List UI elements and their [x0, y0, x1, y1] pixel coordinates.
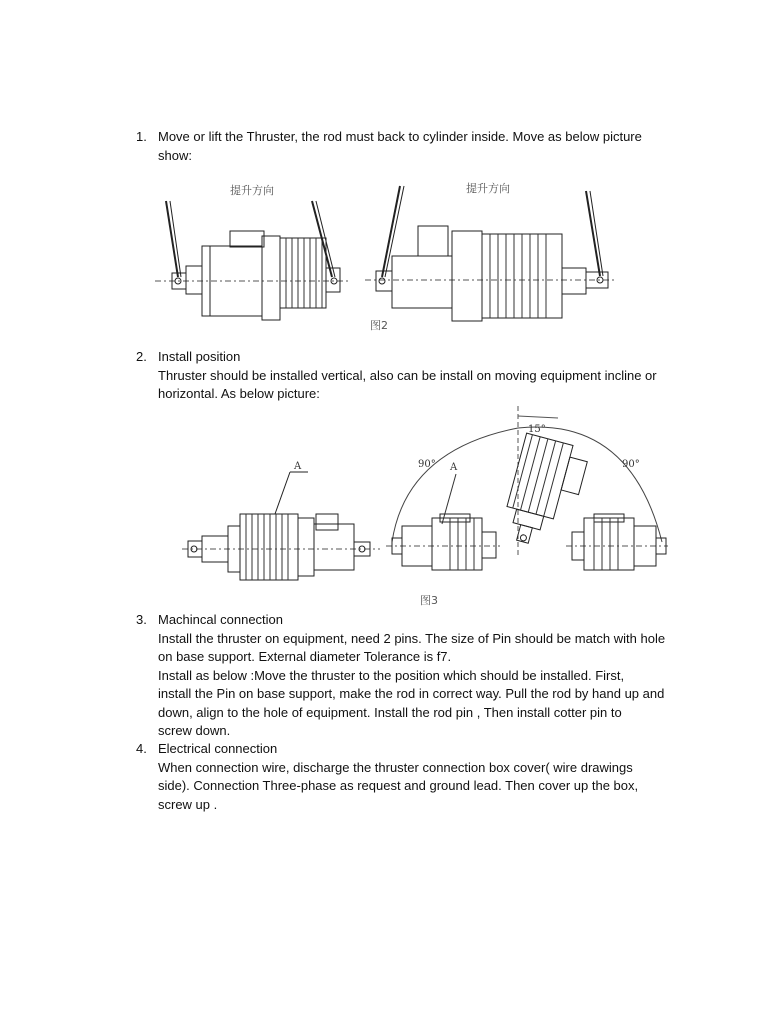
item-3-line-4: install the Pin on base support, make the rod in correct way. Pull the rod by hand up and — [158, 686, 665, 701]
item-4-line-1: When connection wire, discharge the thruster connection box cover( wire drawings — [158, 759, 633, 775]
item-4-title: Electrical connection — [158, 741, 278, 756]
item-3-line-6: screw down. — [158, 723, 231, 738]
right-thruster-drawing — [365, 186, 615, 321]
item-2-text — [158, 348, 663, 404]
item-3-title: Machincal connection — [158, 612, 284, 627]
bottom-left-thruster-drawing — [386, 514, 500, 570]
item-1-line-2: show: — [158, 147, 192, 163]
horizontal-thruster-drawing — [182, 472, 380, 580]
item-3-number: 3. — [136, 612, 147, 627]
item-3-text — [158, 611, 666, 741]
tilted-thruster-drawing — [499, 433, 590, 552]
fig2-right-label: 提升方向 — [466, 182, 510, 195]
fig3-label-a-mid: A — [450, 462, 458, 473]
item-1-line-1: Move or lift the Thruster, the rod must back to cylinder inside. Move as below picture — [158, 129, 642, 144]
item-1-text — [158, 128, 663, 165]
item-2-title: Install position — [158, 349, 241, 364]
fig2-caption: 图2 — [370, 319, 388, 332]
bottom-right-thruster-drawing — [566, 514, 668, 570]
left-thruster-drawing — [155, 201, 350, 320]
item-4-text — [158, 740, 663, 814]
fig3-angle-top: 15° — [528, 424, 546, 435]
figure-3-install-position — [180, 406, 670, 608]
item-4-line-2: side). Connection Three-phase as request and ground lead. Then cover up the box, — [158, 778, 639, 793]
item-2-line-2: horizontal. As below picture: — [158, 386, 320, 401]
fig3-caption: 图3 — [420, 594, 438, 607]
fig2-left-label: 提升方向 — [230, 184, 274, 197]
fig3-label-a-left: A — [294, 461, 302, 472]
item-3-line-1: Install the thruster on equipment, need 2 pins. The size of Pin should be match with hole — [158, 630, 666, 646]
item-4-line-3: screw up . — [158, 796, 218, 812]
item-3-line-3: Install as below :Move the thruster to the position which should be installed. First, — [158, 667, 625, 683]
item-1-number: 1. — [136, 129, 147, 144]
item-3-line-2: on base support. External diameter Tolerance is f7. — [158, 649, 452, 664]
fig3-angle-right: 90° — [622, 459, 640, 470]
figure-2-lifting-diagram — [150, 176, 620, 336]
fig3-angle-left: 90° — [418, 459, 436, 470]
item-3-line-5: down, align to the hole of equipment. Install the rod pin , Then install cotter pin to — [158, 704, 622, 720]
item-4-number: 4. — [136, 741, 147, 756]
item-2-line-1: Thruster should be installed vertical, also can be install on moving equipment incline or — [158, 367, 657, 383]
item-2-number: 2. — [136, 349, 147, 364]
